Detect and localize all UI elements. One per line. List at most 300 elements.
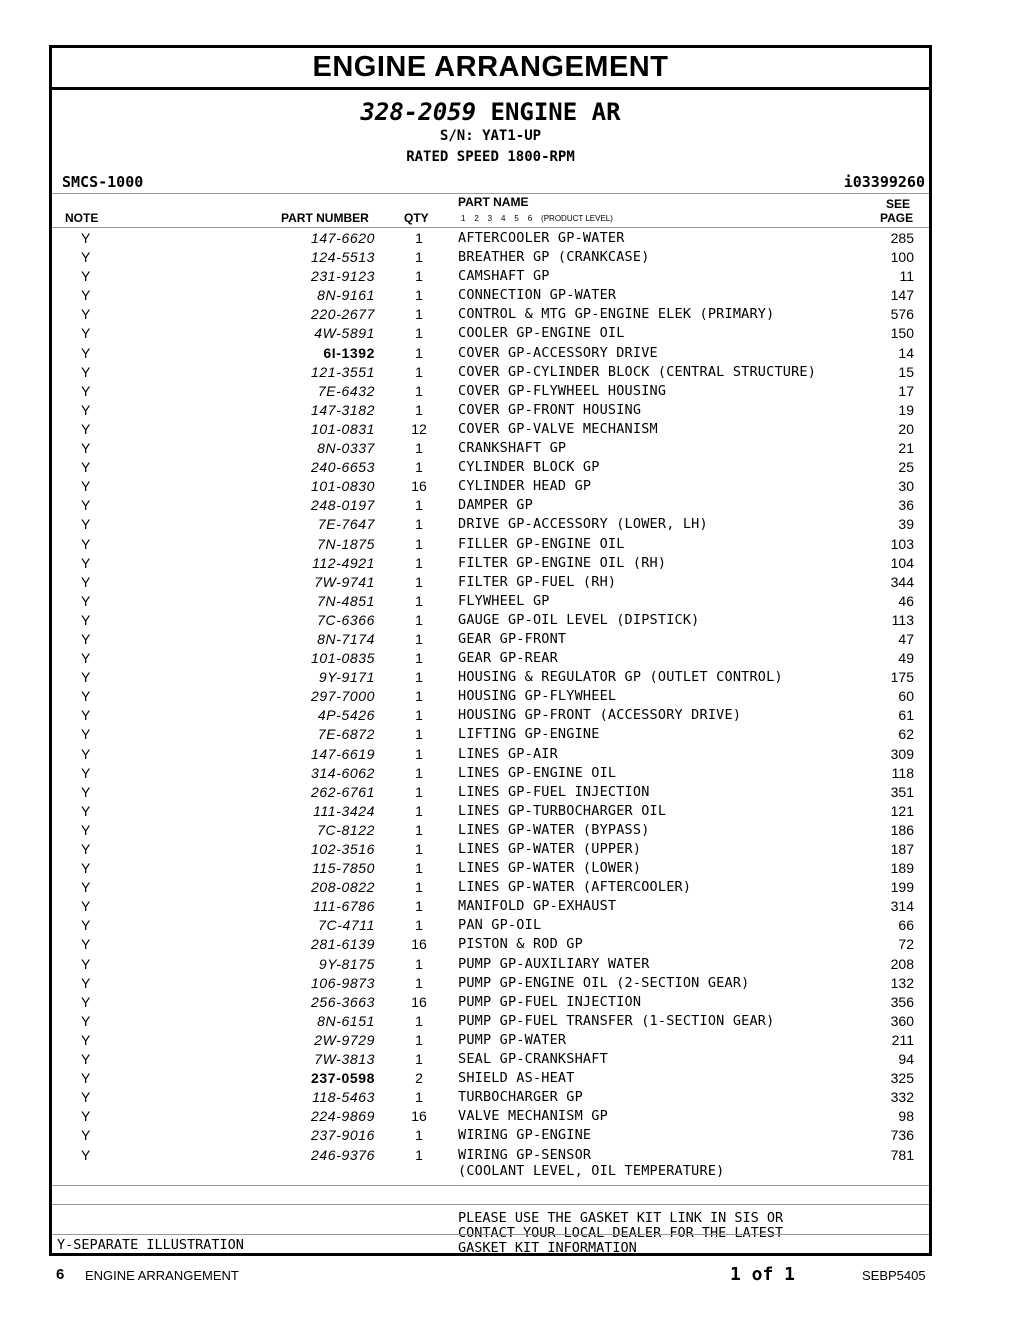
table-row [52,381,929,400]
row-part-name: TURBOCHARGER GP [458,1089,583,1106]
row-part-name: GAUGE GP-OIL LEVEL (DIPSTICK) [458,611,700,628]
row-see-page: 356 [890,993,914,1010]
header-product-levels: 1 2 3 4 5 6 (PRODUCT LEVEL) [461,214,613,223]
row-part-number: 7W-9741 [314,573,375,590]
row-see-page: 150 [890,325,914,342]
row-part-name: CONTROL & MTG GP-ENGINE ELEK (PRIMARY) [458,306,775,323]
row-see-page: 98 [898,1108,914,1125]
table-row [52,534,929,553]
row-see-page: 121 [890,802,914,819]
row-part-name: SEAL GP-CRANKSHAFT [458,1051,608,1068]
row-part-name: CRANKSHAFT GP [458,440,567,457]
footer-section: ENGINE ARRANGEMENT [85,1268,239,1283]
row-qty: 1 [415,516,423,533]
table-row [52,457,929,476]
table-row [52,514,929,533]
row-see-page: 781 [890,1146,914,1163]
page-title: ENGINE ARRANGEMENT [52,48,929,90]
row-part-name: COVER GP-FRONT HOUSING [458,401,642,418]
row-note: Y [81,573,91,590]
row-note: Y [81,1108,91,1125]
row-note: Y [81,745,91,762]
row-part-number: 8N-0337 [317,440,375,457]
row-see-page: 325 [890,1070,914,1087]
serial-number: S/N: YAT1-UP [439,128,542,144]
table-row [52,724,929,743]
row-see-page: 211 [891,1031,914,1048]
table-row [52,839,929,858]
row-part-name: BREATHER GP (CRANKCASE) [458,249,650,266]
row-note: Y [81,249,91,266]
table-row [52,362,929,381]
row-part-name: DAMPER GP [458,497,533,514]
row-note: Y [81,363,91,380]
row-part-number: 237-0598 [311,1070,375,1087]
divider [52,1234,929,1235]
row-part-name: CONNECTION GP-WATER [458,287,617,304]
row-part-number: 256-3663 [311,993,375,1010]
table-row [52,820,929,839]
row-note: Y [81,841,91,857]
row-part-number: 147-6619 [311,745,375,762]
row-see-page: 351 [890,783,914,800]
table-row [52,1011,929,1030]
row-see-page: 132 [890,974,914,991]
table-row [52,285,929,304]
model-number: 328-2059 [360,98,477,126]
row-qty: 1 [415,783,423,800]
row-note: Y [81,554,91,571]
row-part-name: HOUSING GP-FLYWHEEL [458,688,617,705]
row-qty: 1 [415,917,423,934]
row-part-number: 106-9873 [311,974,375,991]
model-header [52,90,929,193]
row-note: Y [81,1089,91,1106]
row-part-number: 7E-6432 [317,382,375,399]
row-note: Y [81,287,91,304]
row-part-number: 124-5513 [311,249,375,266]
row-see-page: 208 [890,955,914,972]
row-note: Y [81,459,91,476]
row-see-page: 147 [890,287,914,304]
row-part-number: 112-4921 [312,554,375,571]
row-qty: 1 [415,363,423,380]
row-part-number: 6I-1392 [323,344,375,361]
row-see-page: 175 [890,669,914,686]
table-row [52,954,929,973]
table-row [52,705,929,724]
row-part-number: 121-3551 [311,363,375,380]
row-see-page: 113 [891,611,914,628]
row-qty: 1 [415,1146,423,1163]
row-note: Y [81,420,91,437]
row-qty: 1 [415,249,423,266]
row-part-number: 4W-5891 [314,325,375,342]
row-part-name: CYLINDER BLOCK GP [458,459,600,476]
table-row [52,973,929,992]
row-see-page: 14 [898,344,914,361]
row-part-number: 231-9123 [311,268,375,285]
row-part-number: 147-6620 [311,230,375,246]
row-note: Y [81,802,91,819]
row-note: Y [81,630,91,647]
row-part-name: PISTON & ROD GP [458,936,583,953]
page-footer [0,1262,1020,1292]
footer-page-of: 1 of 1 [730,1264,796,1285]
row-part-name: PUMP GP-FUEL TRANSFER (1-SECTION GEAR) [458,1012,775,1029]
row-see-page: 46 [898,592,914,609]
row-part-name: MANIFOLD GP-EXHAUST [458,898,617,915]
row-part-number: 111-3424 [313,802,375,819]
row-see-page: 360 [890,1012,914,1029]
row-part-name: SHIELD AS-HEAT [458,1070,575,1087]
table-row [52,858,929,877]
row-qty: 1 [415,860,423,877]
row-see-page: 19 [898,401,914,418]
row-note: Y [81,516,91,533]
row-part-name: LINES GP-TURBOCHARGER OIL [458,802,667,819]
row-note: Y [81,650,91,667]
row-part-number: 7W-3813 [314,1051,375,1068]
row-part-name: CAMSHAFT GP [458,268,550,285]
table-row [52,266,929,285]
row-qty: 16 [411,993,427,1010]
row-see-page: 576 [890,306,914,323]
row-see-page: 39 [898,516,914,533]
row-part-number: 7C-8122 [317,821,375,838]
row-see-page: 62 [898,726,914,743]
table-row [52,1030,929,1049]
row-part-number: 7C-4711 [318,917,375,934]
row-part-name: LINES GP-WATER (UPPER) [458,841,642,857]
table-row [52,801,929,820]
gasket-note-area [52,1205,929,1267]
row-see-page: 60 [898,688,914,705]
row-note: Y [81,821,91,838]
row-qty: 1 [415,955,423,972]
table-row [52,763,929,782]
row-qty: 1 [415,1127,423,1144]
row-note: Y [81,993,91,1010]
footer-page-number: 6 [56,1266,65,1283]
row-part-name: PUMP GP-FUEL INJECTION [458,993,642,1010]
row-part-number: 9Y-9171 [318,669,375,686]
row-part-number: 9Y-8175 [318,955,375,972]
spacer-row [52,1186,929,1204]
row-see-page: 17 [898,382,914,399]
row-qty: 1 [415,611,423,628]
row-qty: 1 [415,535,423,552]
row-qty: 1 [415,650,423,667]
row-qty: 1 [415,974,423,991]
table-row [52,1145,929,1179]
row-qty: 1 [415,268,423,285]
row-part-name: COVER GP-VALVE MECHANISM [458,420,658,437]
row-qty: 1 [415,459,423,476]
rated-speed: RATED SPEED 1800-RPM [406,149,575,165]
row-qty: 1 [415,841,423,857]
row-qty: 16 [411,478,427,495]
row-qty: 1 [415,344,423,361]
row-part-number: 147-3182 [311,401,375,418]
row-part-number: 101-0830 [311,478,375,495]
row-part-number: 237-9016 [311,1127,375,1144]
table-row [52,591,929,610]
row-part-number: 101-0831 [311,420,375,437]
row-part-name: LINES GP-WATER (BYPASS) [458,821,650,838]
row-note: Y [81,764,91,781]
row-part-name: COOLER GP-ENGINE OIL [458,325,625,342]
row-part-number: 281-6139 [311,936,375,953]
row-note: Y [81,325,91,342]
table-row [52,553,929,572]
row-part-number: 7E-7647 [317,516,375,533]
table-row [52,1068,929,1087]
table-row [52,1049,929,1068]
row-part-name: PAN GP-OIL [458,917,542,934]
header-page: PAGE [880,211,914,225]
row-see-page: 66 [898,917,914,934]
row-part-number: 7C-6366 [317,611,375,628]
row-qty: 1 [415,1051,423,1068]
row-note: Y [81,1070,91,1087]
row-part-name: PUMP GP-ENGINE OIL (2-SECTION GEAR) [458,974,750,991]
row-note: Y [81,726,91,743]
row-qty: 12 [411,420,427,437]
row-qty: 1 [415,573,423,590]
table-row [52,686,929,705]
row-see-page: 15 [898,363,914,380]
row-see-page: 49 [898,650,914,667]
row-part-number: 101-0835 [311,650,375,667]
header-part-number: PART NUMBER [281,211,369,225]
row-part-number: 8N-9161 [317,287,375,304]
table-row [52,648,929,667]
header-part-name: PART NAME [458,195,529,209]
row-qty: 1 [415,401,423,418]
row-part-name: LINES GP-ENGINE OIL [458,764,617,781]
row-part-name: LINES GP-FUEL INJECTION [458,783,650,800]
row-part-number: 297-7000 [311,688,375,705]
parts-table [52,228,929,1179]
row-note: Y [81,478,91,495]
gasket-kit-note: PLEASE USE THE GASKET KIT LINK IN SIS OR CONTACT YOUR LOCAL DEALER FOR THE LATEST GASKET KIT INFORMATION [458,1209,784,1256]
row-part-number: 115-7850 [312,860,375,877]
row-qty: 1 [415,1012,423,1029]
table-row [52,572,929,591]
row-note: Y [81,1031,91,1048]
row-part-number: 8N-7174 [317,630,375,647]
row-qty: 1 [415,764,423,781]
row-part-name: HOUSING GP-FRONT (ACCESSORY DRIVE) [458,707,742,724]
table-row [52,1106,929,1125]
row-see-page: 11 [899,268,914,285]
row-part-number: 118-5463 [312,1089,375,1106]
row-see-page: 118 [891,764,914,781]
table-row [52,247,929,266]
row-note: Y [81,1051,91,1068]
footer-doc-id: SEBP5405 [862,1268,926,1283]
table-row [52,438,929,457]
table-row [52,934,929,953]
row-part-number: 224-9869 [311,1108,375,1125]
row-part-number: 4P-5426 [317,707,375,724]
row-part-name: GEAR GP-REAR [458,650,558,667]
parts-list-frame [49,45,932,1256]
row-note: Y [81,268,91,285]
row-note: Y [81,382,91,399]
row-note: Y [81,344,91,361]
row-part-name: LINES GP-AIR [458,745,558,762]
table-row [52,419,929,438]
row-part-name: GEAR GP-FRONT [458,630,567,647]
row-part-name: FILTER GP-ENGINE OIL (RH) [458,554,667,571]
row-part-number: 2W-9729 [314,1031,375,1048]
row-note: Y [81,955,91,972]
row-note: Y [81,974,91,991]
row-note: Y [81,497,91,514]
row-see-page: 187 [890,841,914,857]
row-part-name: DRIVE GP-ACCESSORY (LOWER, LH) [458,516,708,533]
row-see-page: 199 [890,879,914,896]
table-row [52,744,929,763]
row-part-number: 314-6062 [311,764,375,781]
column-headers [52,194,929,227]
table-row [52,667,929,686]
row-part-name: COVER GP-CYLINDER BLOCK (CENTRAL STRUCTURE) [458,363,817,380]
row-part-number: 111-6786 [313,898,375,915]
table-row [52,915,929,934]
table-row [52,476,929,495]
table-row [52,782,929,801]
row-see-page: 344 [890,573,914,590]
row-part-number: 7N-4851 [317,592,375,609]
row-qty: 1 [415,821,423,838]
row-part-name: CYLINDER HEAD GP [458,478,592,495]
row-note: Y [81,230,91,246]
row-see-page: 332 [890,1089,914,1106]
row-qty: 1 [415,879,423,896]
row-part-number: 220-2677 [311,306,375,323]
row-note: Y [81,936,91,953]
table-row [52,495,929,514]
row-note: Y [81,306,91,323]
row-note: Y [81,688,91,705]
table-row [52,1087,929,1106]
table-row [52,400,929,419]
row-part-name: LIFTING GP-ENGINE [458,726,600,743]
row-qty: 1 [415,707,423,724]
row-see-page: 94 [898,1051,914,1068]
row-part-number: 208-0822 [311,879,375,896]
header-qty: QTY [404,211,429,225]
table-row [52,629,929,648]
row-see-page: 61 [898,707,914,724]
header-note: NOTE [65,211,99,225]
table-row [52,992,929,1011]
row-part-name: COVER GP-ACCESSORY DRIVE [458,344,658,361]
row-see-page: 72 [898,936,914,953]
row-part-name: COVER GP-FLYWHEEL HOUSING [458,382,667,399]
table-row [52,896,929,915]
row-note: Y [81,898,91,915]
table-row [52,877,929,896]
row-qty: 1 [415,726,423,743]
row-note: Y [81,611,91,628]
row-see-page: 186 [890,821,914,838]
row-qty: 1 [415,1089,423,1106]
row-part-name: LINES GP-WATER (LOWER) [458,860,642,877]
row-see-page: 25 [898,459,914,476]
model-line [52,98,929,126]
row-note: Y [81,1146,91,1163]
row-qty: 2 [415,1070,423,1087]
row-part-name: LINES GP-WATER (AFTERCOOLER) [458,879,692,896]
row-see-page: 20 [898,420,914,437]
row-qty: 1 [415,669,423,686]
row-qty: 1 [415,440,423,457]
row-part-name: PUMP GP-AUXILIARY WATER [458,955,650,972]
row-see-page: 104 [890,554,914,571]
row-see-page: 47 [898,630,914,647]
row-part-number: 262-6761 [311,783,375,800]
table-row [52,228,929,247]
table-row [52,1125,929,1144]
row-qty: 1 [415,325,423,342]
row-note: Y [81,879,91,896]
table-row [52,323,929,342]
row-qty: 1 [415,287,423,304]
row-qty: 1 [415,802,423,819]
row-part-name: AFTERCOOLER GP-WATER [458,230,625,246]
row-note: Y [81,1012,91,1029]
row-note: Y [81,592,91,609]
row-part-name: HOUSING & REGULATOR GP (OUTLET CONTROL) [458,669,783,686]
row-part-number: 102-3516 [311,841,375,857]
table-row [52,343,929,362]
row-see-page: 103 [890,535,914,552]
table-row [52,610,929,629]
row-see-page: 100 [890,249,914,266]
row-part-name: FILTER GP-FUEL (RH) [458,573,617,590]
document-ident: i03399260 [843,173,925,191]
row-see-page: 36 [898,497,914,514]
row-see-page: 736 [890,1127,914,1144]
row-note: Y [81,669,91,686]
table-row [52,304,929,323]
row-part-name: WIRING GP-ENGINE [458,1127,592,1144]
row-see-page: 189 [890,860,914,877]
row-see-page: 21 [898,440,914,457]
model-name: ENGINE AR [490,98,621,126]
smcs-code: SMCS-1000 [62,173,144,191]
row-qty: 1 [415,497,423,514]
row-see-page: 30 [898,478,914,495]
row-part-name: PUMP GP-WATER [458,1031,567,1048]
row-qty: 1 [415,382,423,399]
row-part-name: WIRING GP-SENSOR (COOLANT LEVEL, OIL TEMPERATURE) [458,1146,725,1179]
row-qty: 1 [415,898,423,915]
row-qty: 1 [415,745,423,762]
header-see: SEE [886,197,911,211]
row-note: Y [81,440,91,457]
row-qty: 1 [415,230,423,246]
legend-separate-illustration: Y-SEPARATE ILLUSTRATION [57,1237,244,1253]
row-note: Y [81,917,91,934]
row-qty: 16 [411,936,427,953]
row-qty: 1 [415,688,423,705]
row-note: Y [81,535,91,552]
